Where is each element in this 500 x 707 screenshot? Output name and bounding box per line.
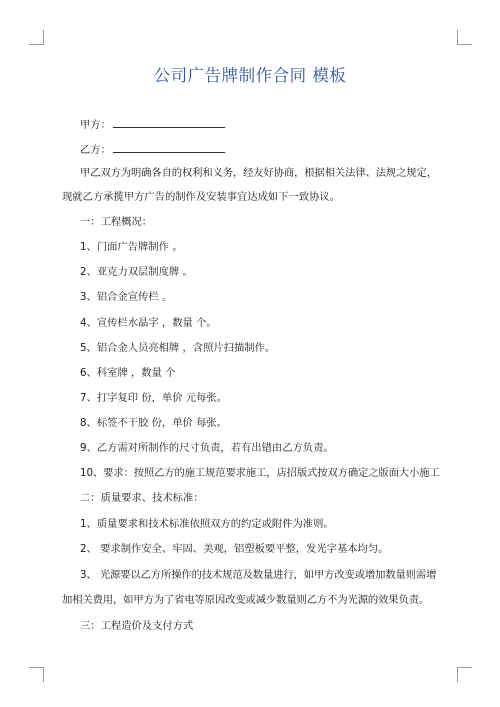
- quality-item-3-line-1: 3、 光源要以乙方所操作的技术规范及数量进行，如甲方改变或增加数量则需增: [80, 569, 437, 581]
- section-2-heading: 二：质量要求、技术标准：: [80, 492, 204, 504]
- document-title: 公司广告牌制作合同 模板: [153, 66, 347, 85]
- party-a-label: 甲方：: [80, 119, 111, 131]
- list-item: 8、标签不干胶 份，单价 每张。: [80, 417, 227, 429]
- party-a-blank: [113, 117, 225, 128]
- list-item: 7、打字复印 份，单价 元每张。: [80, 392, 227, 404]
- crop-mark-bottom-right: [457, 667, 472, 682]
- quality-item-3-line-2: 加相关费用，如甲方为了省电等原因改变或减少数量则乙方不为光源的效果负责。: [62, 594, 430, 606]
- section-3-heading: 三：工程造价及支付方式: [80, 620, 194, 632]
- crop-mark-top-left: [29, 30, 44, 45]
- list-item: 1、质量要求和技术标准依照双方的约定或附件为准则。: [80, 518, 334, 530]
- intro-line-1: 甲乙双方为明确各自的权利和义务，经友好协商，根据相关法律、法规之规定，: [80, 167, 437, 179]
- list-item: 10、要求：按照乙方的施工规范要求施工，店招版式按双方确定之版面大小施工: [80, 467, 440, 479]
- party-a-line: [80, 117, 225, 132]
- crop-mark-top-right: [457, 30, 472, 45]
- crop-mark-bottom-left: [29, 667, 44, 682]
- list-item: 2、 要求制作安全、牢固、美观，铝塑板要平整，发光字基本均匀。: [80, 543, 389, 555]
- party-b-label: 乙方：: [80, 144, 111, 156]
- list-item: 1、门面广告牌制作 。: [80, 241, 183, 253]
- list-item: 3、铝合金宣传栏 。: [80, 291, 173, 303]
- list-item: 4、宣传栏水晶字 ，数量 个。: [80, 317, 217, 329]
- party-b-blank: [113, 142, 225, 153]
- list-item: 2、亚克力双层制度牌 。: [80, 266, 193, 278]
- list-item: 9、乙方需对所制作的尺寸负责，若有出错由乙方负责。: [80, 442, 334, 454]
- party-b-line: [80, 142, 225, 157]
- intro-line-2: 现就乙方承揽甲方广告的制作及安装事宜达成如下一致协议。: [62, 191, 341, 203]
- section-1-heading: 一：工程概况：: [80, 216, 153, 228]
- list-item: 6、科室牌 ，数量 个: [80, 367, 176, 379]
- list-item: 5、铝合金人员亮相牌 ，含照片扫描制作。: [80, 342, 276, 354]
